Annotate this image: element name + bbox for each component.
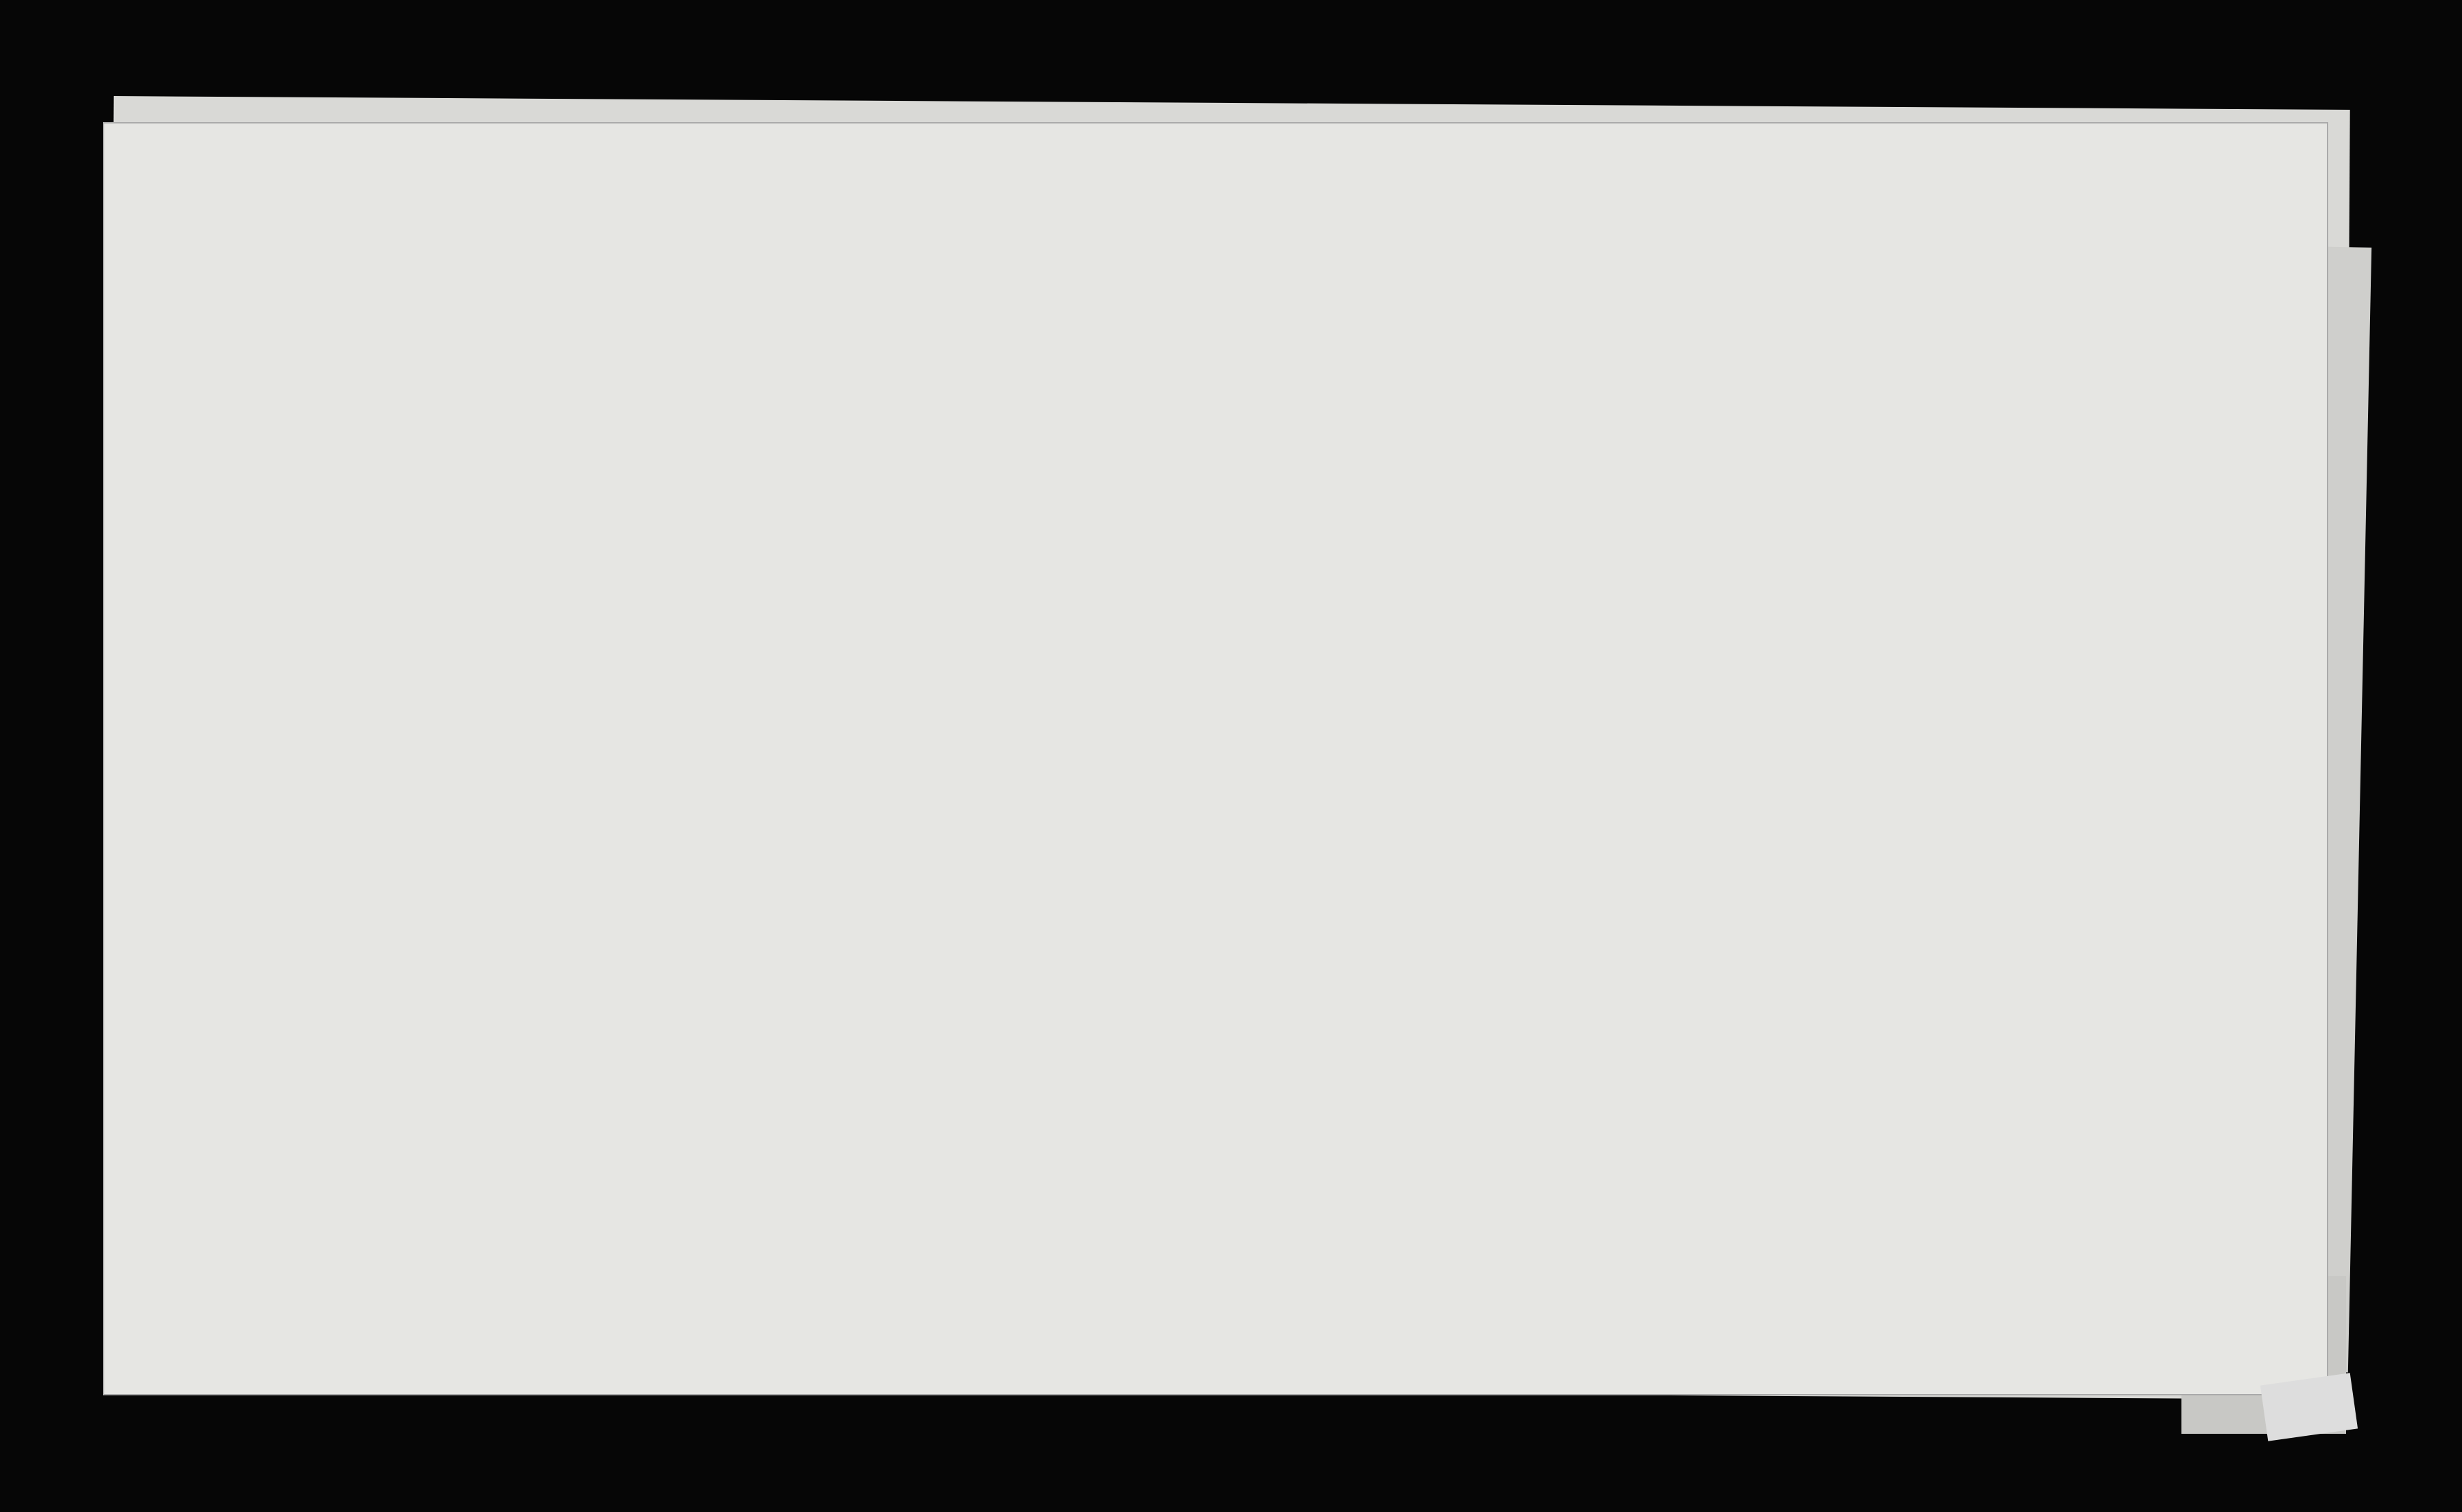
census-card <box>103 122 2328 1395</box>
